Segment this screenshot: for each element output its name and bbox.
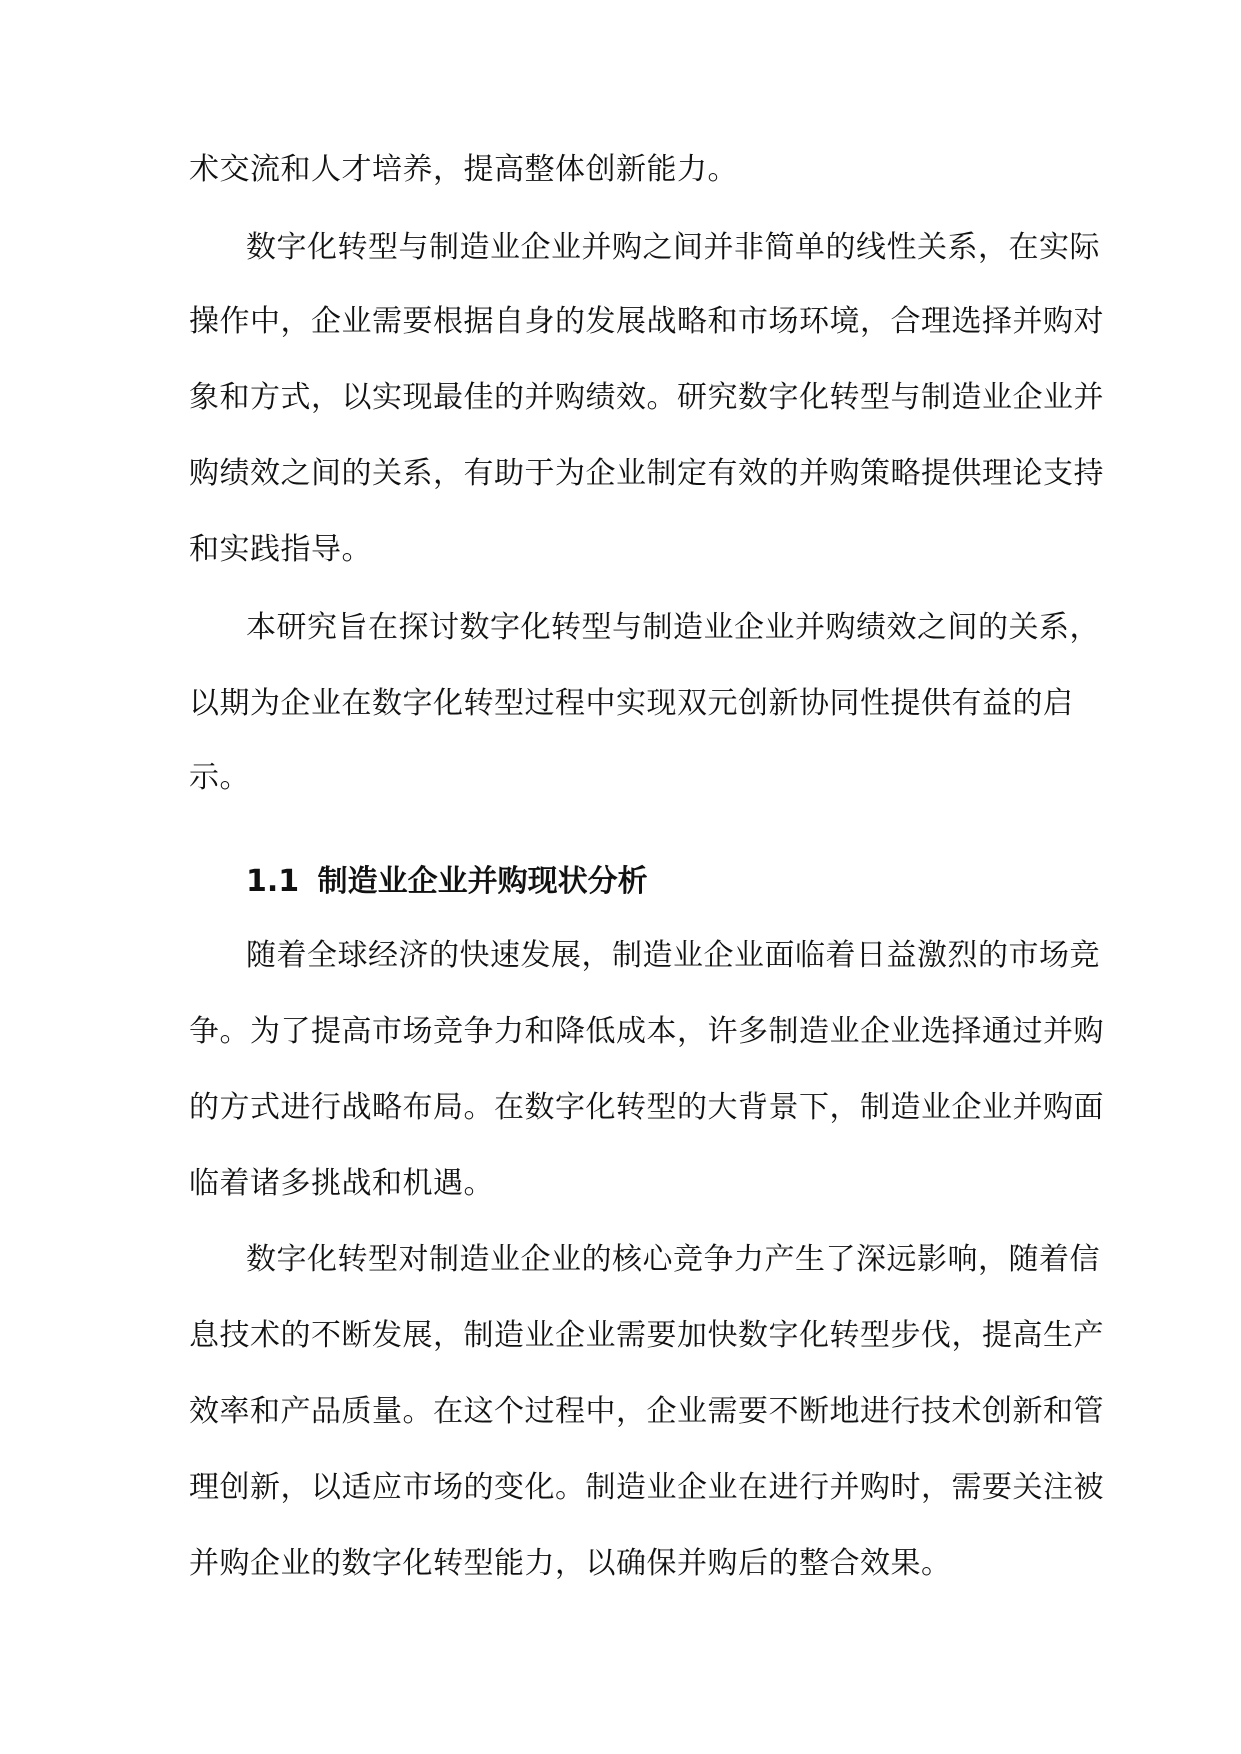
paragraph-line: 争。为了提高市场竞争力和降低成本，许多制造业企业选择通过并购 bbox=[189, 1014, 1104, 1049]
section-heading bbox=[246, 862, 648, 902]
paragraph-line: 购绩效之间的关系，有助于为企业制定有效的并购策略提供理论支持 bbox=[189, 456, 1104, 491]
paragraph-line: 和实践指导。 bbox=[189, 532, 372, 567]
paragraph-line: 效率和产品质量。在这个过程中，企业需要不断地进行技术创新和管 bbox=[189, 1394, 1104, 1429]
section-title: 制造业企业并购现状分析 bbox=[317, 864, 648, 899]
paragraph-line: 并购企业的数字化转型能力，以确保并购后的整合效果。 bbox=[189, 1546, 952, 1581]
paragraph-line: 以期为企业在数字化转型过程中实现双元创新协同性提供有益的启 bbox=[189, 686, 1074, 721]
paragraph-line: 随着全球经济的快速发展，制造业企业面临着日益激烈的市场竞 bbox=[246, 938, 1100, 973]
paragraph-line: 的方式进行战略布局。在数字化转型的大背景下，制造业企业并购面 bbox=[189, 1090, 1104, 1125]
paragraph-line: 临着诸多挑战和机遇。 bbox=[189, 1166, 494, 1201]
paragraph-line: 术交流和人才培养，提高整体创新能力。 bbox=[189, 152, 738, 187]
paragraph-line: 理创新，以适应市场的变化。制造业企业在进行并购时，需要关注被 bbox=[189, 1470, 1104, 1505]
paragraph-line: 象和方式，以实现最佳的并购绩效。研究数字化转型与制造业企业并 bbox=[189, 380, 1104, 415]
paragraph-line: 操作中，企业需要根据自身的发展战略和市场环境，合理选择并购对 bbox=[189, 304, 1104, 339]
section-number: 1.1 bbox=[246, 864, 300, 899]
paragraph-line: 数字化转型与制造业企业并购之间并非简单的线性关系，在实际 bbox=[246, 230, 1100, 265]
paragraph-line: 息技术的不断发展，制造业企业需要加快数字化转型步伐，提高生产 bbox=[189, 1318, 1104, 1353]
paragraph-line: 示。 bbox=[189, 760, 250, 795]
paragraph-line: 本研究旨在探讨数字化转型与制造业企业并购绩效之间的关系， bbox=[246, 610, 1100, 645]
paragraph-line: 数字化转型对制造业企业的核心竞争力产生了深远影响，随着信 bbox=[246, 1242, 1100, 1277]
